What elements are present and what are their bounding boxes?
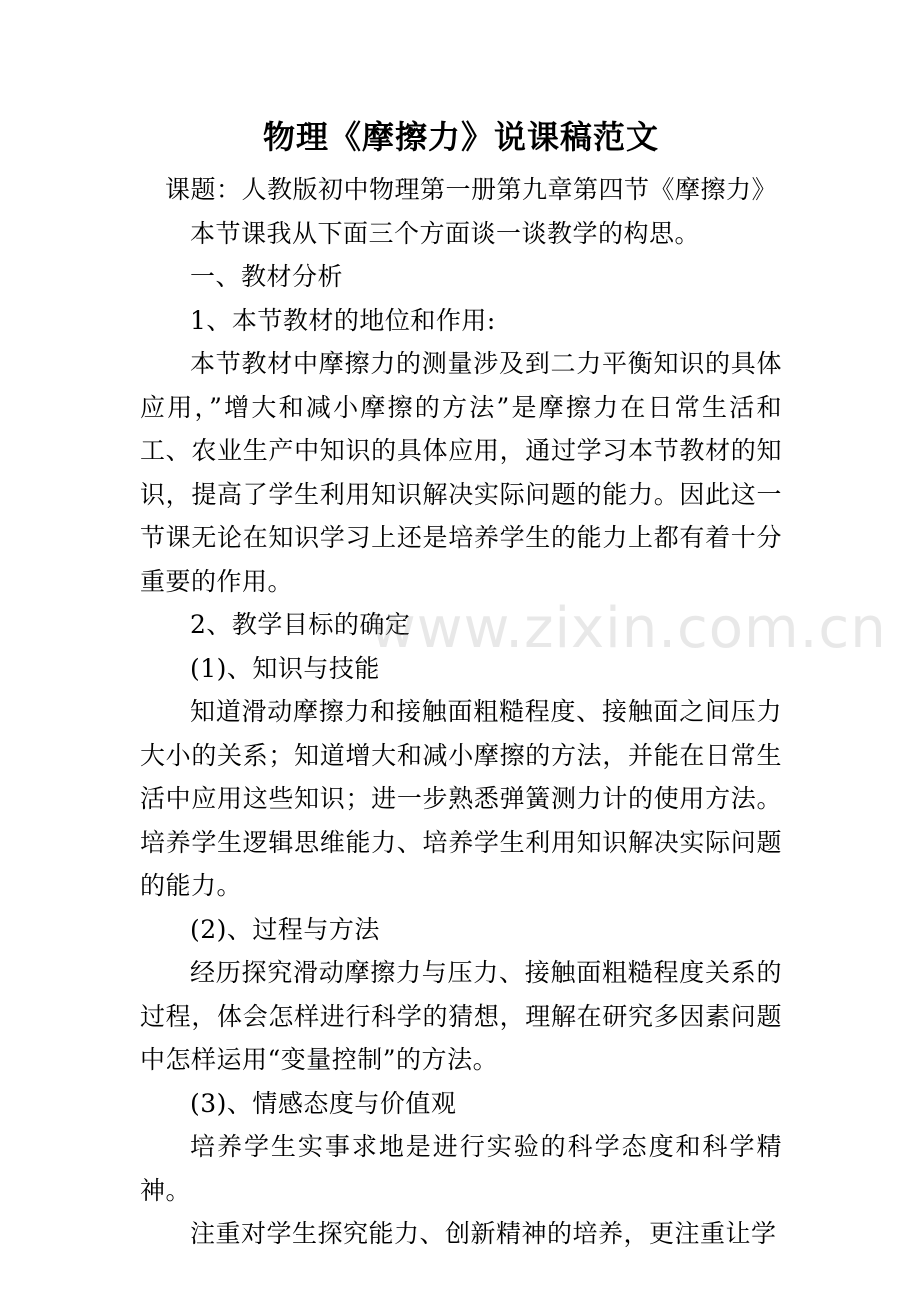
subsection-heading-role: 1、本节教材的地位和作用: — [190, 305, 496, 335]
objective-heading-process: (2)、过程与方法 — [190, 914, 380, 944]
knowledge-paragraph: 知道滑动摩擦力和接触面粗糙程度、接触面之间压力大小的关系；知道增大和减小摩擦的方法，并能在日常生活中应用这些知识；进一步熟悉弹簧测力计的使用方法。培养学生逻辑思维能力、培养学生利用知识解决实际问题的能力。 — [140, 697, 782, 900]
process-paragraph: 经历探究滑动摩擦力与压力、接触面粗糙程度关系的过程，体会怎样进行科学的猜想，理解在研究多因素问题中怎样运用“变量控制”的方法。 — [140, 958, 782, 1074]
objective-heading-knowledge: (1)、知识与技能 — [190, 653, 380, 683]
objective-heading-attitude: (3)、情感态度与价值观 — [190, 1088, 457, 1118]
document-title: 物理《摩擦力》说课稿范文 — [262, 118, 659, 156]
subsection-heading-objectives: 2、教学目标的确定 — [190, 610, 411, 639]
section-heading-textbook-analysis: 一、教材分析 — [190, 262, 344, 291]
emphasis-paragraph: 注重对学生探究能力、创新精神的培养，更注重让学 — [190, 1219, 777, 1248]
attitude-paragraph: 培养学生实事求地是进行实验的科学态度和科学精神。 — [140, 1132, 782, 1205]
lesson-subject: 课题：人教版初中物理第一册第九章第四节《摩擦力》 — [165, 175, 778, 204]
role-paragraph: 本节教材中摩擦力的测量涉及到二力平衡知识的具体应用，”增大和减小摩擦的方法”是摩擦力在日常生活和工、农业生产中知识的具体应用，通过学习本节教材的知识，提高了学生利用知识解决实际问题的能力。因此这一节课无论在知识学习上还是培养学生的能力上都有着十分重要的作用。 — [140, 349, 782, 596]
watermark: www.zixin.com.cn — [370, 596, 887, 661]
intro-paragraph: 本节课我从下面三个方面谈一谈教学的构思。 — [190, 218, 701, 248]
